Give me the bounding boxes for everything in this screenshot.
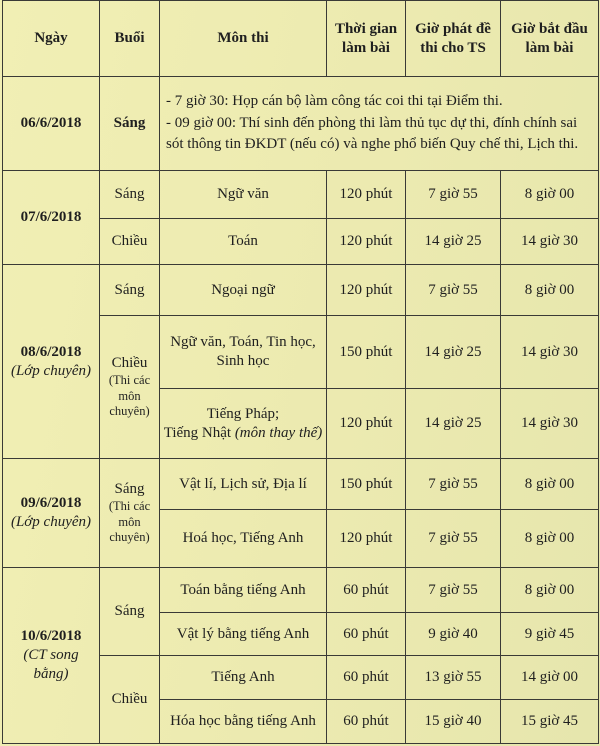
- subject-cell: Ngoại ngữ: [160, 265, 327, 316]
- handout-cell: 13 giờ 55: [406, 656, 501, 700]
- table-row: [3, 459, 599, 510]
- session-cell: Sáng: [100, 171, 160, 219]
- duration-cell: 60 phút: [327, 700, 406, 744]
- start-cell: 14 giờ 00: [501, 656, 599, 700]
- duration-cell: 150 phút: [327, 459, 406, 510]
- date-note: (Lớp chuyên): [10, 514, 92, 530]
- subject-note: (môn thay thế): [234, 424, 323, 441]
- handout-cell: 14 giờ 25: [406, 316, 501, 389]
- session-note: (Thi các môn chuyên): [108, 498, 151, 545]
- notes-cell: [160, 77, 599, 171]
- start-cell: 15 giờ 45: [501, 700, 599, 744]
- subject-cell: [160, 389, 327, 459]
- duration-cell: 120 phút: [327, 389, 406, 459]
- header-handout-time: Giờ phát đề thi cho TS: [406, 1, 501, 77]
- subject-cell: Tiếng Anh: [160, 656, 327, 700]
- date-cell: [3, 265, 100, 459]
- subject-cell: Vật lí, Lịch sử, Địa lí: [160, 459, 327, 510]
- header-row: [3, 1, 599, 77]
- date-note: (Lớp chuyên): [10, 362, 92, 379]
- handout-cell: 7 giờ 55: [406, 568, 501, 613]
- subject-cell: Hoá học, Tiếng Anh: [160, 510, 327, 568]
- header-day: Ngày: [3, 1, 100, 77]
- duration-cell: 60 phút: [327, 568, 406, 613]
- subject-cell: Ngữ văn: [160, 171, 327, 219]
- handout-cell: 7 giờ 55: [406, 265, 501, 316]
- duration-cell: 60 phút: [327, 613, 406, 656]
- handout-cell: 15 giờ 40: [406, 700, 501, 744]
- table-row: [3, 171, 599, 219]
- session-value: Sáng: [114, 481, 145, 498]
- subject-cell: Toán: [160, 219, 327, 265]
- handout-cell: 7 giờ 55: [406, 510, 501, 568]
- start-cell: 8 giờ 00: [501, 459, 599, 510]
- date-cell: [3, 568, 100, 744]
- session-cell: [100, 316, 160, 459]
- table-row: [3, 77, 599, 171]
- handout-cell: 14 giờ 25: [406, 389, 501, 459]
- date-cell: [3, 459, 100, 568]
- duration-cell: 120 phút: [327, 219, 406, 265]
- date-value: 10/6/2018: [20, 628, 82, 645]
- date-cell: 07/6/2018: [3, 171, 100, 265]
- subject-cell: Ngữ văn, Toán, Tin học, Sinh học: [160, 316, 327, 389]
- start-cell: 8 giờ 00: [501, 171, 599, 219]
- table-row: [3, 568, 599, 613]
- duration-cell: 120 phút: [327, 171, 406, 219]
- start-cell: 8 giờ 00: [501, 568, 599, 613]
- session-value: Chiều: [111, 355, 148, 372]
- header-subject: Môn thi: [160, 1, 327, 77]
- header-session: Buổi: [100, 1, 160, 77]
- handout-cell: 9 giờ 40: [406, 613, 501, 656]
- duration-cell: 120 phút: [327, 265, 406, 316]
- date-value: 09/6/2018: [20, 495, 82, 512]
- session-cell: [100, 459, 160, 568]
- session-cell: Chiều: [100, 656, 160, 744]
- subject-cell: Hóa học bằng tiếng Anh: [160, 700, 327, 744]
- table-row: [3, 265, 599, 316]
- start-cell: 9 giờ 45: [501, 613, 599, 656]
- session-cell: Chiều: [100, 219, 160, 265]
- session-cell: Sáng: [100, 265, 160, 316]
- handout-cell: 7 giờ 55: [406, 171, 501, 219]
- subject-line: Tiếng Pháp;: [206, 405, 280, 422]
- header-duration: Thời gian làm bài: [327, 1, 406, 77]
- subject-cell: Vật lý bằng tiếng Anh: [160, 613, 327, 656]
- session-note: (Thi các môn chuyên): [108, 372, 151, 419]
- date-note: (CT song bằng): [23, 647, 79, 682]
- subject-cell: Toán bằng tiếng Anh: [160, 568, 327, 613]
- session-cell: Sáng: [100, 568, 160, 656]
- duration-cell: 120 phút: [327, 510, 406, 568]
- exam-schedule-table: [2, 0, 599, 744]
- date-cell: 06/6/2018: [3, 77, 100, 171]
- start-cell: 8 giờ 00: [501, 265, 599, 316]
- start-cell: 14 giờ 30: [501, 219, 599, 265]
- header-start-time: Giờ bắt đầu làm bài: [501, 1, 599, 77]
- handout-cell: 7 giờ 55: [406, 459, 501, 510]
- duration-cell: 60 phút: [327, 656, 406, 700]
- date-value: 08/6/2018: [20, 343, 82, 360]
- subject-line: Tiếng Nhật: [163, 424, 232, 441]
- handout-cell: 14 giờ 25: [406, 219, 501, 265]
- start-cell: 14 giờ 30: [501, 316, 599, 389]
- note-line: - 09 giờ 00: Thí sinh đến phòng thi làm thủ tục dự thi, đính chính sai sót thông tin ĐKDT (nếu có) và nghe phổ biến Quy chế thi, Lịch thi.: [166, 114, 579, 153]
- note-line: - 7 giờ 30: Họp cán bộ làm công tác coi thi tại Điểm thi.: [166, 92, 503, 109]
- start-cell: 8 giờ 00: [501, 510, 599, 568]
- session-cell: Sáng: [100, 77, 160, 171]
- duration-cell: 150 phút: [327, 316, 406, 389]
- start-cell: 14 giờ 30: [501, 389, 599, 459]
